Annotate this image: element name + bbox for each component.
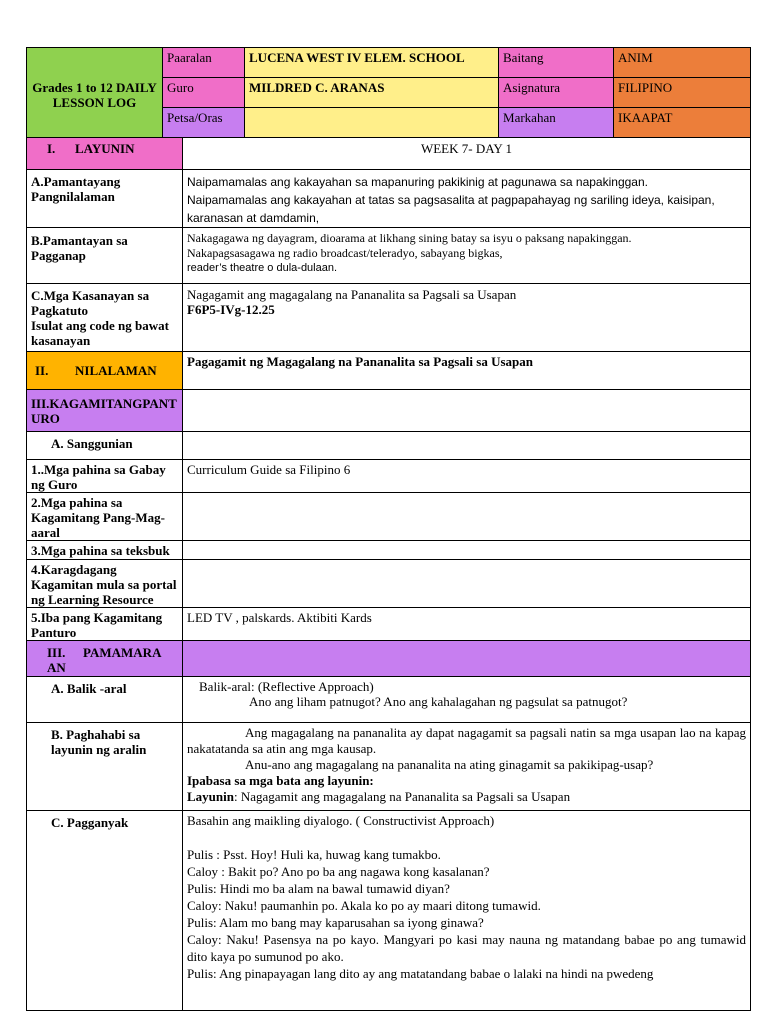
teacher-value: MILDRED C. ARANAS	[245, 78, 499, 108]
nilalaman-text: Pagagamit ng Magagalang na Pananalita sa Pagsali sa Usapan	[183, 352, 751, 390]
grade-value: ANIM	[614, 48, 751, 78]
subject-value: FILIPINO	[614, 78, 751, 108]
ref-kagamitang-pang-mag-aaral-value	[183, 493, 751, 541]
ref-gabay-label: 1..Mga pahina sa Gabay ng Guro	[27, 460, 183, 493]
dialogue-line: Caloy : Bakit po? Ano po ba ang nagawa kong kasalanan?	[187, 864, 490, 879]
dialogue-line: Pulis : Psst. Hoy! Huli ka, huwag kang tumakbo.	[187, 847, 441, 862]
date-label: Petsa/Oras	[163, 108, 245, 138]
pamamaraan-heading: III. PAMAMARA AN	[27, 641, 183, 677]
week-day: WEEK 7- DAY 1	[183, 138, 751, 170]
sanggunian-value	[183, 432, 751, 460]
dialogue-line: Caloy: Naku! paumanhin po. Akala ko po ay maari ditong tumawid.	[187, 898, 541, 913]
lesson-log-table	[26, 47, 751, 1011]
ref-teksbuk-value	[183, 541, 751, 560]
log-title: Grades 1 to 12 DAILY LESSON LOG	[27, 48, 163, 138]
kagamitang-panturo-heading: III.KAGAMITANGPANTURO	[27, 390, 183, 432]
layunin-heading: I. LAYUNIN	[27, 138, 183, 170]
dialogue-line: Pulis: Ang pinapayagan lang dito ay ang matatandang babae o lalaki na hindi na pwedeng	[187, 966, 654, 981]
school-value: LUCENA WEST IV ELEM. SCHOOL	[245, 48, 499, 78]
balik-aral-label: A. Balik -aral	[27, 677, 183, 723]
pagganyak-text: Basahin ang maikling diyalogo. ( Constructivist Approach) Pulis : Psst. Hoy! Huli ka, huwag kang tumakbo. Caloy : Bakit po? Ano po ba ang nagawa kong kasalanan? Pulis: Hindi mo ba alam na bawal tumawid diyan? Caloy: Naku! paumanhin po. Akala ko po ay maari ditong tumawid. Pulis: Alam mo bang may kaparusahan sa iyong ginawa? Caloy: Naku! Pasensya na po kayo. Mangyari po kasi may nauna ng matandang babae po ang tumawid dito kaya po sumunod po ako. Pulis: Ang pinapayagan lang dito ay ang matatandang babae o lalaki na hindi na pwedeng	[183, 811, 751, 1011]
kasanayan-label: C.Mga Kasanayan sa Pagkatuto Isulat ang code ng bawat kasanayan	[27, 284, 183, 352]
quarter-label: Markahan	[499, 108, 614, 138]
ref-learning-resource-label: 4.Karagdagang Kagamitan mula sa portal ng Learning Resource	[27, 560, 183, 608]
kasanayan-text: Nagagamit ang magagalang na Pananalita sa Pagsali sa Usapan F6P5-IVg-12.25	[183, 284, 751, 352]
ref-iba-pang-kagamitan-label: 5.Iba pang Kagamitang Panturo	[27, 608, 183, 641]
dialogue-line: Caloy: Naku! Pasensya na po kayo. Mangyari po kasi may nauna ng matandang babae po ang tumawid dito kaya po sumunod po ako.	[187, 932, 747, 964]
pamantayang-pangnilalaman-text: Naipamamalas ang kakayahan sa mapanuring pakikinig at pagunawa sa napakinggan. Naipamamalas ang kakayahan at tatas sa pagsasalita at pagpapahayag ng sariling ideya, kaisipan, karanasan at damdamin,	[183, 170, 751, 228]
nilalaman-heading: II. NILALAMAN	[27, 352, 183, 390]
pamantayan-sa-pagganap-label: B.Pamantayan sa Pagganap	[27, 228, 183, 284]
ref-learning-resource-value	[183, 560, 751, 608]
dialogue-line: Pulis: Alam mo bang may kaparusahan sa iyong ginawa?	[187, 915, 484, 930]
quarter-value: IKAAPAT	[614, 108, 751, 138]
ref-kagamitang-pang-mag-aaral-label: 2.Mga pahina sa Kagamitang Pang-Mag-aaral	[27, 493, 183, 541]
subject-label: Asignatura	[499, 78, 614, 108]
dialogue-line: Pulis: Hindi mo ba alam na bawal tumawid diyan?	[187, 881, 450, 896]
grade-label: Baitang	[499, 48, 614, 78]
ref-gabay-value: Curriculum Guide sa Filipino 6	[183, 460, 751, 493]
balik-aral-text: Balik-aral: (Reflective Approach) Ano ang liham patnugot? Ano ang kahalagahan ng pagsulat sa patnugot?	[183, 677, 751, 723]
kagamitang-panturo-value	[183, 390, 751, 432]
school-label: Paaralan	[163, 48, 245, 78]
ref-iba-pang-kagamitan-value: LED TV , palskards. Aktibiti Kards	[183, 608, 751, 641]
pamantayan-sa-pagganap-text: Nakagagawa ng dayagram, dioarama at likhang sining batay sa isyu o paksang napakinggan. Nakapagsasagawa ng radio broadcast/teleradyo, sabayang bigkas, reader’s theatre o dula-dulaan.	[183, 228, 751, 284]
paghahabi-label: B. Paghahabi sa layunin ng aralin	[27, 723, 183, 811]
pamamaraan-bar	[183, 641, 751, 677]
sanggunian-label: A. Sanggunian	[27, 432, 183, 460]
pamantayang-pangnilalaman-label: A.Pamantayang Pangnilalaman	[27, 170, 183, 228]
pagganyak-label: C. Pagganyak	[27, 811, 183, 1011]
paghahabi-text: Ang magagalang na pananalita ay dapat nagagamit sa pagsali natin sa mga usapan lao na kapag nakatatanda sa atin ang mga kausap. Anu-ano ang magagalang na pananalita na ating ginagamit sa pakikipag-usap? Ipabasa sa mga bata ang layunin: Layunin: Nagagamit ang magagalang na Pananalita sa Pagsali sa Usapan	[183, 723, 751, 811]
date-value	[245, 108, 499, 138]
teacher-label: Guro	[163, 78, 245, 108]
ref-teksbuk-label: 3.Mga pahina sa teksbuk	[27, 541, 183, 560]
